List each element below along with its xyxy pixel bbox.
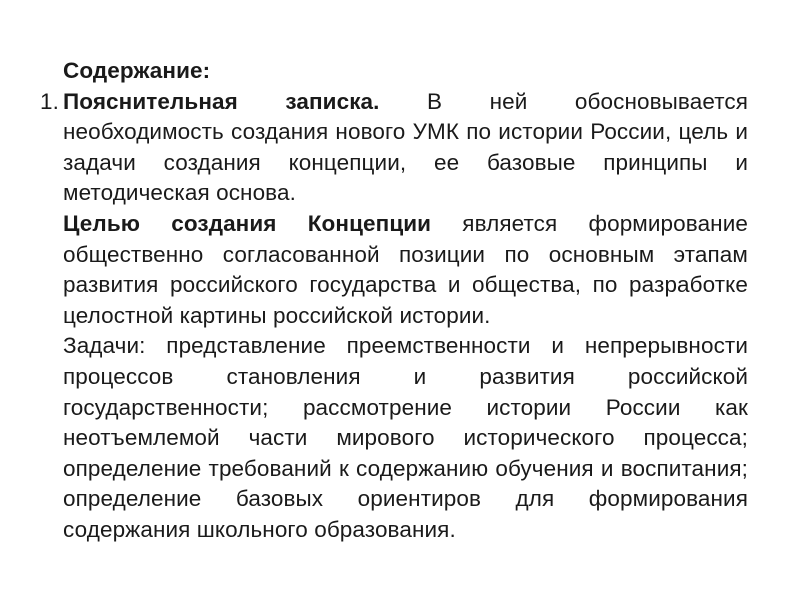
slide-content — [40, 56, 749, 546]
intro-paragraph — [63, 87, 748, 209]
intro-text: В ней обосновывается необходимость создания нового УМК по истории России, цель и задачи создания концепции, ее базовые принципы и методическая основа. — [63, 88, 749, 206]
goal-paragraph — [63, 209, 748, 331]
tasks-paragraph: Задачи: представление преемственности и непрерывности процессов становления и развития российской государственности; рассмотрение истории России как неотъемлемой части мирового исторического процесса; определение требований к содержанию обучения и воспитания; определение базовых ориентиров для формирования содержания школьного образования. — [63, 333, 748, 542]
goal-label: Целью создания Концепции — [63, 210, 432, 236]
item-title: Пояснительная записка. — [63, 88, 380, 114]
list-item-explanatory-note — [40, 87, 749, 546]
contents-list — [40, 87, 749, 546]
list-item-number: 1. — [40, 88, 59, 114]
contents-heading: Содержание: — [63, 58, 211, 83]
goal-text: является формирование общественно согласованной позиции по основным этапам развития российского государства и общества, по разработке целостной картины российской истории. — [63, 210, 748, 328]
